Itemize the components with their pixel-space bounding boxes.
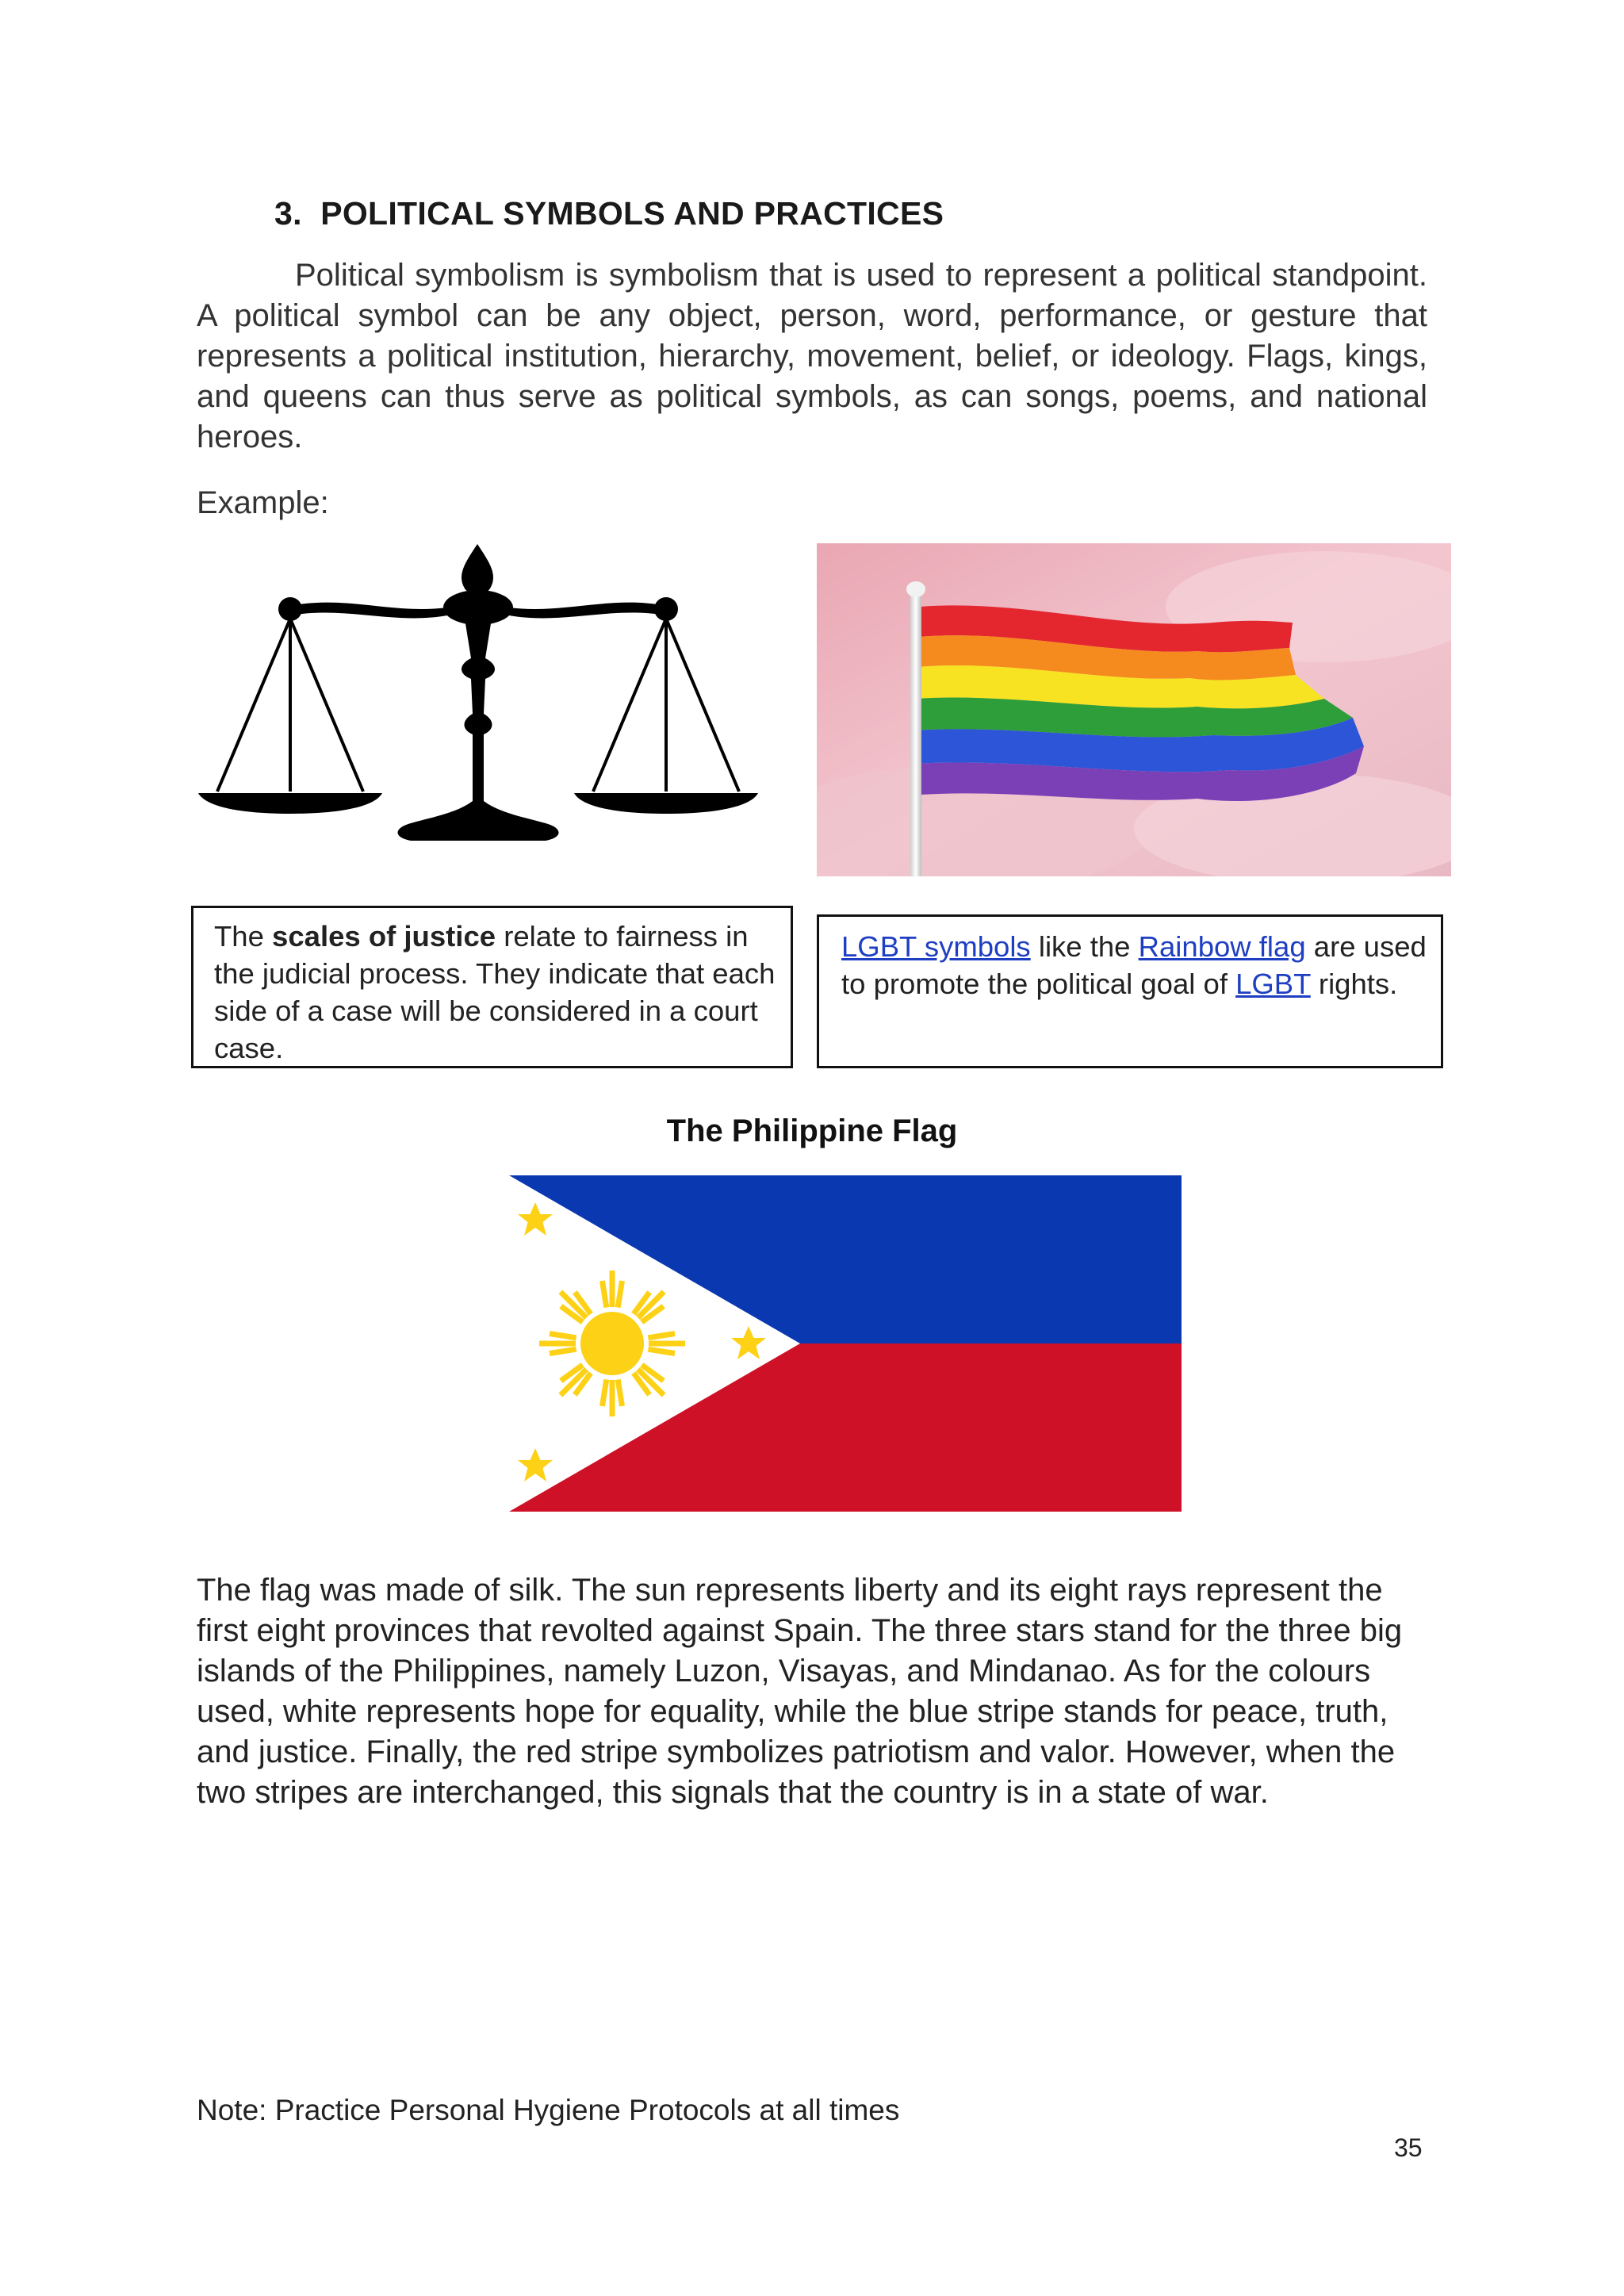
lgbt-caption-text-1: like the bbox=[1030, 930, 1139, 963]
scales-caption-pre: The bbox=[214, 920, 273, 953]
lgbt-caption-box bbox=[817, 914, 1443, 1068]
scales-caption-box bbox=[191, 906, 793, 1068]
flag-sun-icon bbox=[580, 1312, 644, 1375]
section-title: POLITICAL SYMBOLS AND PRACTICES bbox=[320, 195, 944, 232]
lgbt-caption-text-2: are used to promote the political goal of bbox=[841, 930, 1427, 1000]
flag-description: The flag was made of silk. The sun represents liberty and its eight rays represent the first eight provinces that revolted against Spain. The three stars stand for the three big islands of the Philippines, namely Luzon, Visayas, and Mindanao. As for the colours used, white represents hope for equality, while the blue stripe stands for peace, truth, and justice. Finally, the red stripe symbolizes patriotism and valor. However, when the two stripes are interchanged, this signals that the country is in a state of war. bbox=[197, 1573, 1403, 1810]
page-number: 35 bbox=[1394, 2133, 1423, 2162]
footer-note: Note: Practice Personal Hygiene Protocols at all times bbox=[197, 2094, 900, 2126]
scales-caption-bold: scales of justice bbox=[272, 920, 496, 953]
rainbow-flag-link[interactable]: Rainbow flag bbox=[1138, 930, 1306, 963]
section-number: 3. bbox=[274, 195, 302, 232]
lgbt-link[interactable]: LGBT bbox=[1235, 968, 1311, 1000]
lgbt-symbols-link[interactable]: LGBT symbols bbox=[841, 930, 1031, 963]
lgbt-caption-text-3: rights. bbox=[1310, 968, 1398, 1000]
example-label: Example: bbox=[197, 485, 329, 520]
intro-paragraph: Political symbolism is symbolism that is used to represent a political standpoint. A political symbol can be any object, person, word, performance, or gesture that represents a political institution, hierarchy, movement, belief, or ideology. Flags, kings, and queens can thus serve as political symbols, as can songs, poems, and national heroes. bbox=[197, 258, 1427, 454]
rainbow-flag-image bbox=[817, 543, 1451, 876]
section-heading bbox=[274, 195, 944, 232]
scales-caption-post: relate to fairness in the judicial process. They indicate that each side of a case will be considered in a court case. bbox=[214, 920, 776, 1064]
flag-title: The Philippine Flag bbox=[666, 1114, 958, 1148]
philippine-flag-image bbox=[509, 1175, 1182, 1512]
scales-of-justice-image bbox=[195, 539, 763, 864]
